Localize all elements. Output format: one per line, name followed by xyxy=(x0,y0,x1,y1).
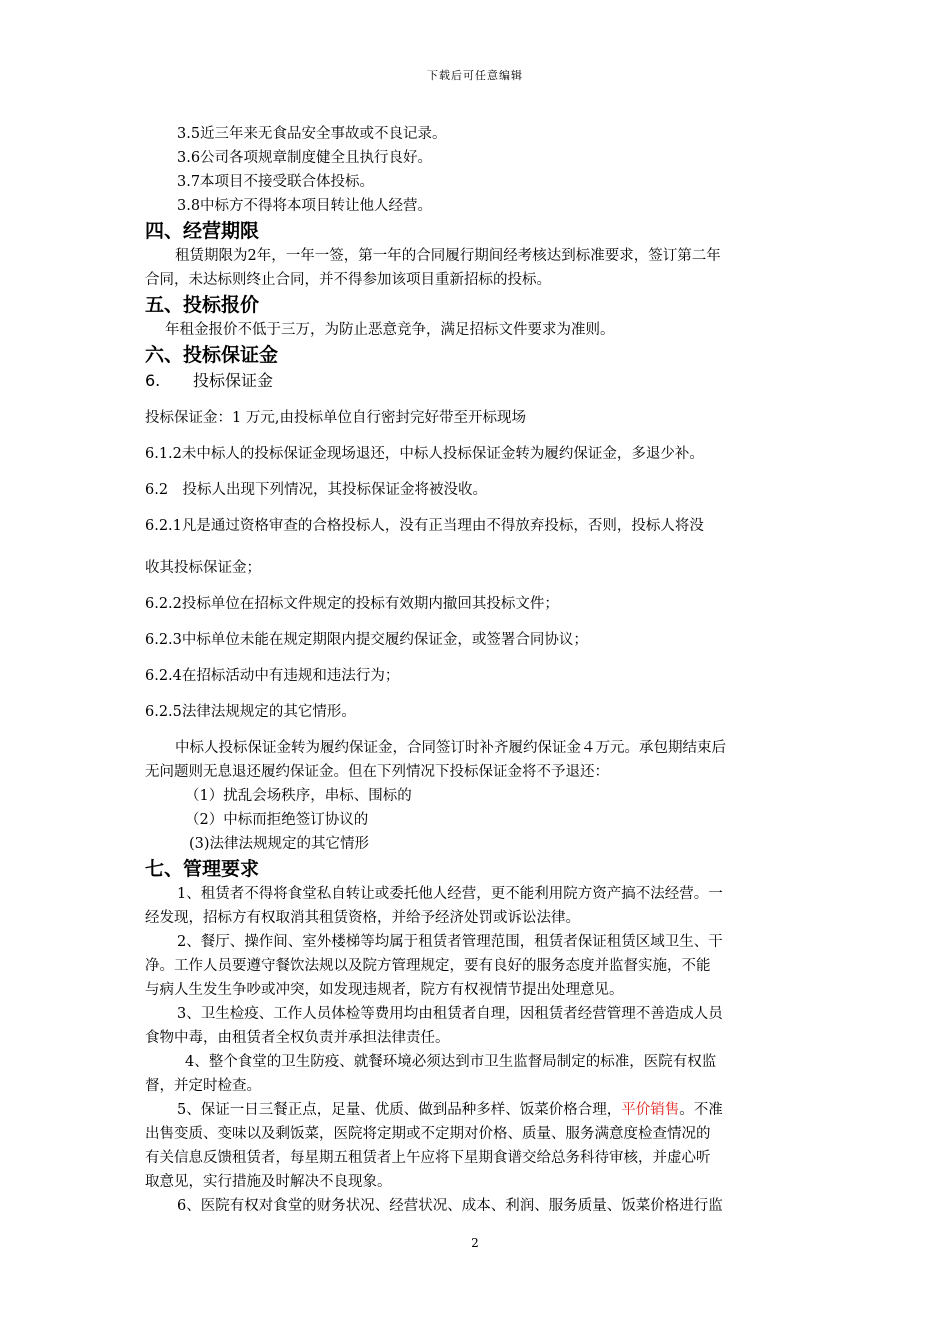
rule-2-line3: 与病人生发生争吵或冲突，如发现违规者，院方有权视情节提出处理意见。 xyxy=(145,982,624,998)
spacer xyxy=(145,502,810,514)
spacer xyxy=(145,616,810,628)
rule-1-line2: 经发现，招标方有权取消其租赁资格，并给予经济处罚或诉讼法律。 xyxy=(145,910,580,926)
clause-6-2-1-line2: 收其投标保证金； xyxy=(145,560,261,576)
section-5-heading: 五、投标报价 xyxy=(145,294,260,316)
deposit-transfer-line1: 中标人投标保证金转为履约保证金，合同签订时补齐履约保证金４万元。承包期结束后 xyxy=(175,740,726,756)
clause-6-2-4: 6.2.4在招标活动中有违规和违法行为； xyxy=(145,668,400,684)
deposit-amount: 投标保证金：1 万元,由投标单位自行密封完好带至开标现场 xyxy=(145,410,526,426)
section-6-subheading xyxy=(145,368,810,394)
spacer xyxy=(145,538,810,556)
spacer xyxy=(145,580,810,592)
rule-5-line1 xyxy=(145,1098,810,1122)
item-3-8: 3.8中标方不得将本项目转让他人经营。 xyxy=(177,198,433,214)
spacer xyxy=(145,688,810,700)
no-refund-case-2: （2）中标而拒绝签订协议的 xyxy=(185,812,369,828)
section-6-heading: 六、投标保证金 xyxy=(145,344,279,366)
rule-5-text-b: 。不准 xyxy=(679,1102,723,1118)
section-7-heading: 七、管理要求 xyxy=(145,858,260,880)
rule-5-line4: 取意见，实行措施及时解决不良现象。 xyxy=(145,1174,392,1190)
no-refund-case-3: (3)法律法规规定的其它情形 xyxy=(189,836,370,852)
clause-6-2-1-line1: 6.2.1凡是通过资格审查的合格投标人，没有正当理由不得放弃投标，否则，投标人将没 xyxy=(145,518,704,534)
item-3-7: 3.7本项目不接受联合体投标。 xyxy=(177,174,375,190)
rule-2-line2: 净。工作人员要遵守餐饮法规以及院方管理规定，要有良好的服务态度并监督实施，不能 xyxy=(145,958,711,974)
no-refund-case-1: （1）扰乱会场秩序，串标、围标的 xyxy=(185,788,412,804)
rule-4-line1: 4、整个食堂的卫生防疫、就餐环境必须达到市卫生监督局制定的标准，医院有权监 xyxy=(185,1054,717,1070)
clause-6-2: 6.2 投标人出现下列情况，其投标保证金将被没收。 xyxy=(145,482,488,498)
spacer xyxy=(145,724,810,736)
clause-6-2-5: 6.2.5法律法规规定的其它情形。 xyxy=(145,704,356,720)
item-3-6: 3.6公司各项规章制度健全且执行良好。 xyxy=(177,150,433,166)
section-5-para: 年租金报价不低于三万，为防止恶意竞争，满足招标文件要求为准则。 xyxy=(165,322,615,338)
section-4-para-line2: 合同，未达标则终止合同，并不得参加该项目重新招标的投标。 xyxy=(145,272,551,288)
spacer xyxy=(145,466,810,478)
clause-6-2-3: 6.2.3中标单位未能在规定期限内提交履约保证金，或签署合同协议； xyxy=(145,632,588,648)
rule-5-line3: 有关信息反馈租赁者，每星期五租赁者上午应将下星期食谱交给总务科待审核，并虚心听 xyxy=(145,1150,711,1166)
spacer xyxy=(145,652,810,664)
rule-5-line2: 出售变质、变味以及剩饭菜，医院将定期或不定期对价格、质量、服务满意度检查情况的 xyxy=(145,1126,711,1142)
clause-6-1-2: 6.1.2未中标人的投标保证金现场退还，中标人投标保证金转为履约保证金，多退少补。 xyxy=(145,446,704,462)
section-4-para-line1: 租赁期限为2年，一年一签，第一年的合同履行期间经考核达到标准要求，签订第二年 xyxy=(175,248,721,264)
clause-6-2-2: 6.2.2投标单位在招标文件规定的投标有效期内撤回其投标文件； xyxy=(145,596,559,612)
rule-1-line1: 1、租赁者不得将食堂私自转让或委托他人经营，更不能利用院方资产搞不法经营。一 xyxy=(177,886,723,902)
rule-5-highlight: 平价销售 xyxy=(621,1102,680,1118)
rule-3-line2: 食物中毒，由租赁者全权负责并承担法律责任。 xyxy=(145,1030,450,1046)
page-header: 下载后可任意编辑 xyxy=(427,69,523,82)
rule-4-line2: 督，并定时检查。 xyxy=(145,1078,261,1094)
spacer xyxy=(145,430,810,442)
subheading-number: 6. xyxy=(145,371,161,390)
deposit-transfer-line2: 无问题则无息退还履约保证金。但在下列情况下投标保证金将不予退还： xyxy=(145,764,609,780)
rule-5-text-a: 5、保证一日三餐正点，足量、优质、做到品种多样、饭菜价格合理， xyxy=(177,1102,622,1118)
rule-6-line1: 6、医院有权对食堂的财务状况、经营状况、成本、利润、服务质量、饭菜价格进行监 xyxy=(177,1198,723,1214)
section-4-heading: 四、经营期限 xyxy=(145,220,260,242)
rule-3-line1: 3、卫生检疫、工作人员体检等费用均由租赁者自理，因租赁者经营管理不善造成人员 xyxy=(177,1006,723,1022)
document-body xyxy=(145,122,810,1218)
item-3-5: 3.5近三年来无食品安全事故或不良记录。 xyxy=(177,126,447,142)
subheading-title: 投标保证金 xyxy=(193,371,274,390)
rule-2-line1: 2、餐厅、操作间、室外楼梯等均属于租赁者管理范围，租赁者保证租赁区域卫生、干 xyxy=(177,934,723,950)
spacer xyxy=(145,394,810,406)
page-number: 2 xyxy=(471,1236,479,1250)
